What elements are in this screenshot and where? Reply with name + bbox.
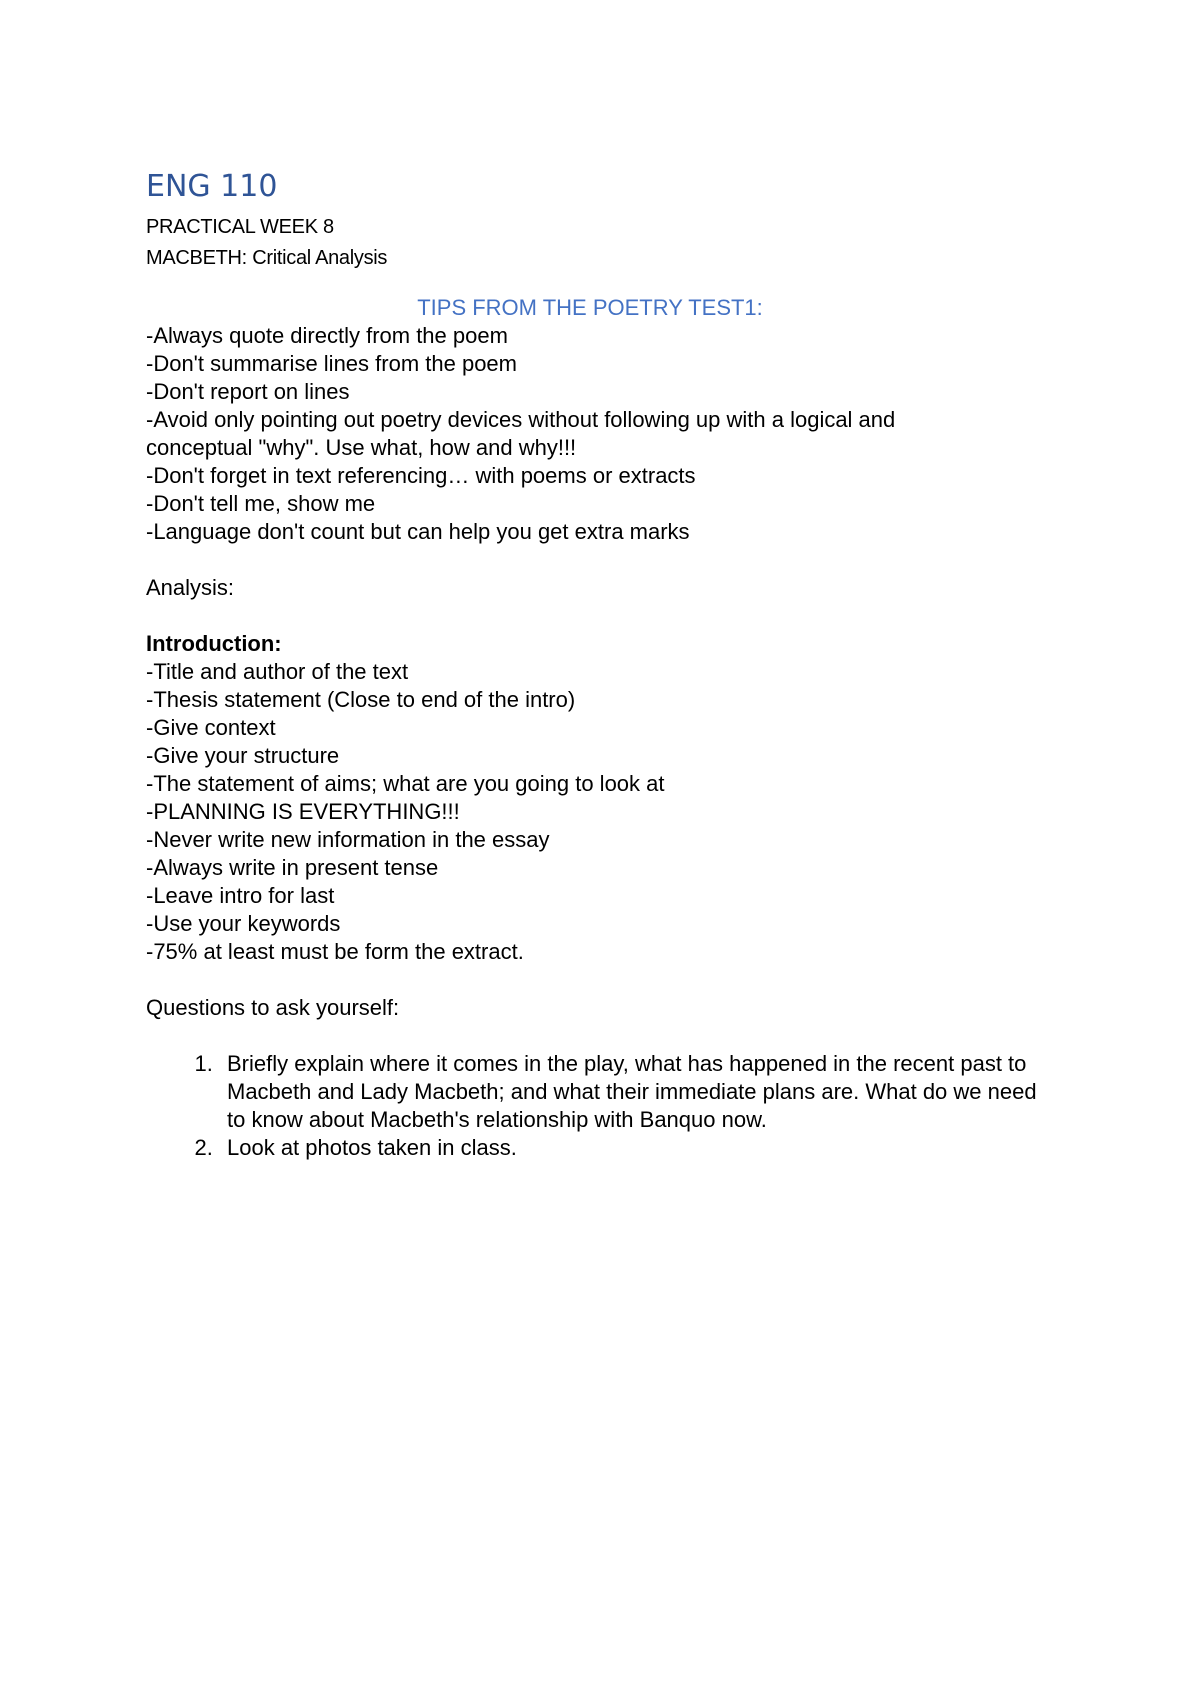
intro-item: -Give context (146, 715, 276, 740)
questions-list (146, 1050, 1046, 1162)
document-page (146, 168, 1046, 1162)
practical-label: PRACTICAL WEEK 8 (146, 216, 334, 238)
intro-item: -Never write new information in the essay (146, 827, 550, 852)
tip-item: -Avoid only pointing out poetry devices without following up with a logical and (146, 407, 896, 432)
tip-item: -Language don't count but can help you get extra marks (146, 519, 690, 544)
spacer (146, 1022, 1046, 1050)
spacer (146, 546, 1046, 574)
tip-item: -Don't summarise lines from the poem (146, 351, 517, 376)
intro-item: -75% at least must be form the extract. (146, 939, 524, 964)
tip-item-continuation: conceptual "why". Use what, how and why!!! (146, 435, 577, 460)
analysis-label: Analysis: (146, 575, 235, 600)
tip-item: -Don't tell me, show me (146, 491, 376, 516)
questions-label: Questions to ask yourself: (146, 995, 400, 1020)
tip-item: -Always quote directly from the poem (146, 323, 508, 348)
tip-item: -Don't report on lines (146, 379, 350, 404)
intro-item: -The statement of aims; what are you going to look at (146, 771, 665, 796)
spacer (146, 602, 1046, 630)
question-item: 2. Look at photos taken in class. (219, 1134, 1046, 1162)
topic-label: MACBETH: Critical Analysis (146, 247, 388, 269)
intro-item: -Title and author of the text (146, 659, 409, 684)
tip-item: -Don't forget in text referencing… with poems or extracts (146, 463, 696, 488)
intro-item: -Use your keywords (146, 911, 341, 936)
question-item: 1. Briefly explain where it comes in the play, what has happened in the recent past to Macbeth and Lady Macbeth; and what their immediate plans are. What do we need to know about Macbeth's relationship with Banquo now. (219, 1050, 1046, 1134)
introduction-list (146, 658, 1046, 966)
intro-item: -Leave intro for last (146, 883, 335, 908)
intro-item: -PLANNING IS EVERYTHING!!! (146, 799, 460, 824)
intro-item: -Give your structure (146, 743, 340, 768)
spacer (146, 966, 1046, 994)
introduction-heading: Introduction: (146, 631, 282, 656)
intro-item: -Always write in present tense (146, 855, 439, 880)
course-title: ENG 110 (146, 169, 278, 204)
tips-heading: TIPS FROM THE POETRY TEST1: (417, 295, 763, 320)
tips-list (146, 322, 1046, 546)
intro-item: -Thesis statement (Close to end of the intro) (146, 687, 576, 712)
